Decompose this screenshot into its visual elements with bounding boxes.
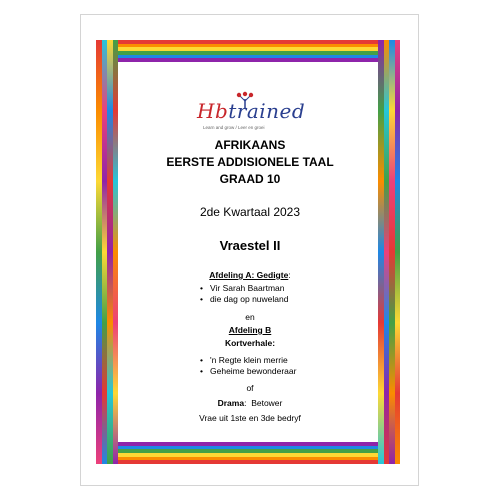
grade-title: GRAAD 10 xyxy=(219,172,281,186)
term-label: 2de Kwartaal 2023 xyxy=(199,205,301,219)
subject-title: AFRIKAANS xyxy=(214,138,286,152)
drama-line: Drama: Betower xyxy=(217,398,283,408)
list-item: • die dag op nuweland xyxy=(200,294,289,304)
section-b-list xyxy=(200,355,296,377)
list-item: • Vir Sarah Baartman xyxy=(200,283,285,293)
logo-wordmark: Hbtrained xyxy=(197,99,306,123)
paper-title: Vraestel II xyxy=(219,238,281,253)
pencil-border-top xyxy=(96,40,400,62)
connector-en: en xyxy=(245,312,255,322)
section-b-heading: Afdeling B xyxy=(228,325,272,335)
hbtrained-logo xyxy=(197,95,306,137)
connector-of: of xyxy=(246,383,254,393)
subject-level: EERSTE ADDISIONELE TAAL xyxy=(166,155,334,169)
list-item: • Geheime bewonderaar xyxy=(200,366,297,376)
list-item: • 'n Regte klein merrie xyxy=(200,355,288,365)
section-a-heading: Afdeling A: Gedigte: xyxy=(209,270,291,280)
section-b-subheading: Kortverhale: xyxy=(224,338,276,348)
pencil-border-bottom xyxy=(96,442,400,464)
section-a-list xyxy=(200,283,288,305)
questions-note: Vrae uit 1ste en 3de bedryf xyxy=(199,413,301,423)
logo-tagline: Learn and grow / Leer en groei xyxy=(203,125,265,130)
